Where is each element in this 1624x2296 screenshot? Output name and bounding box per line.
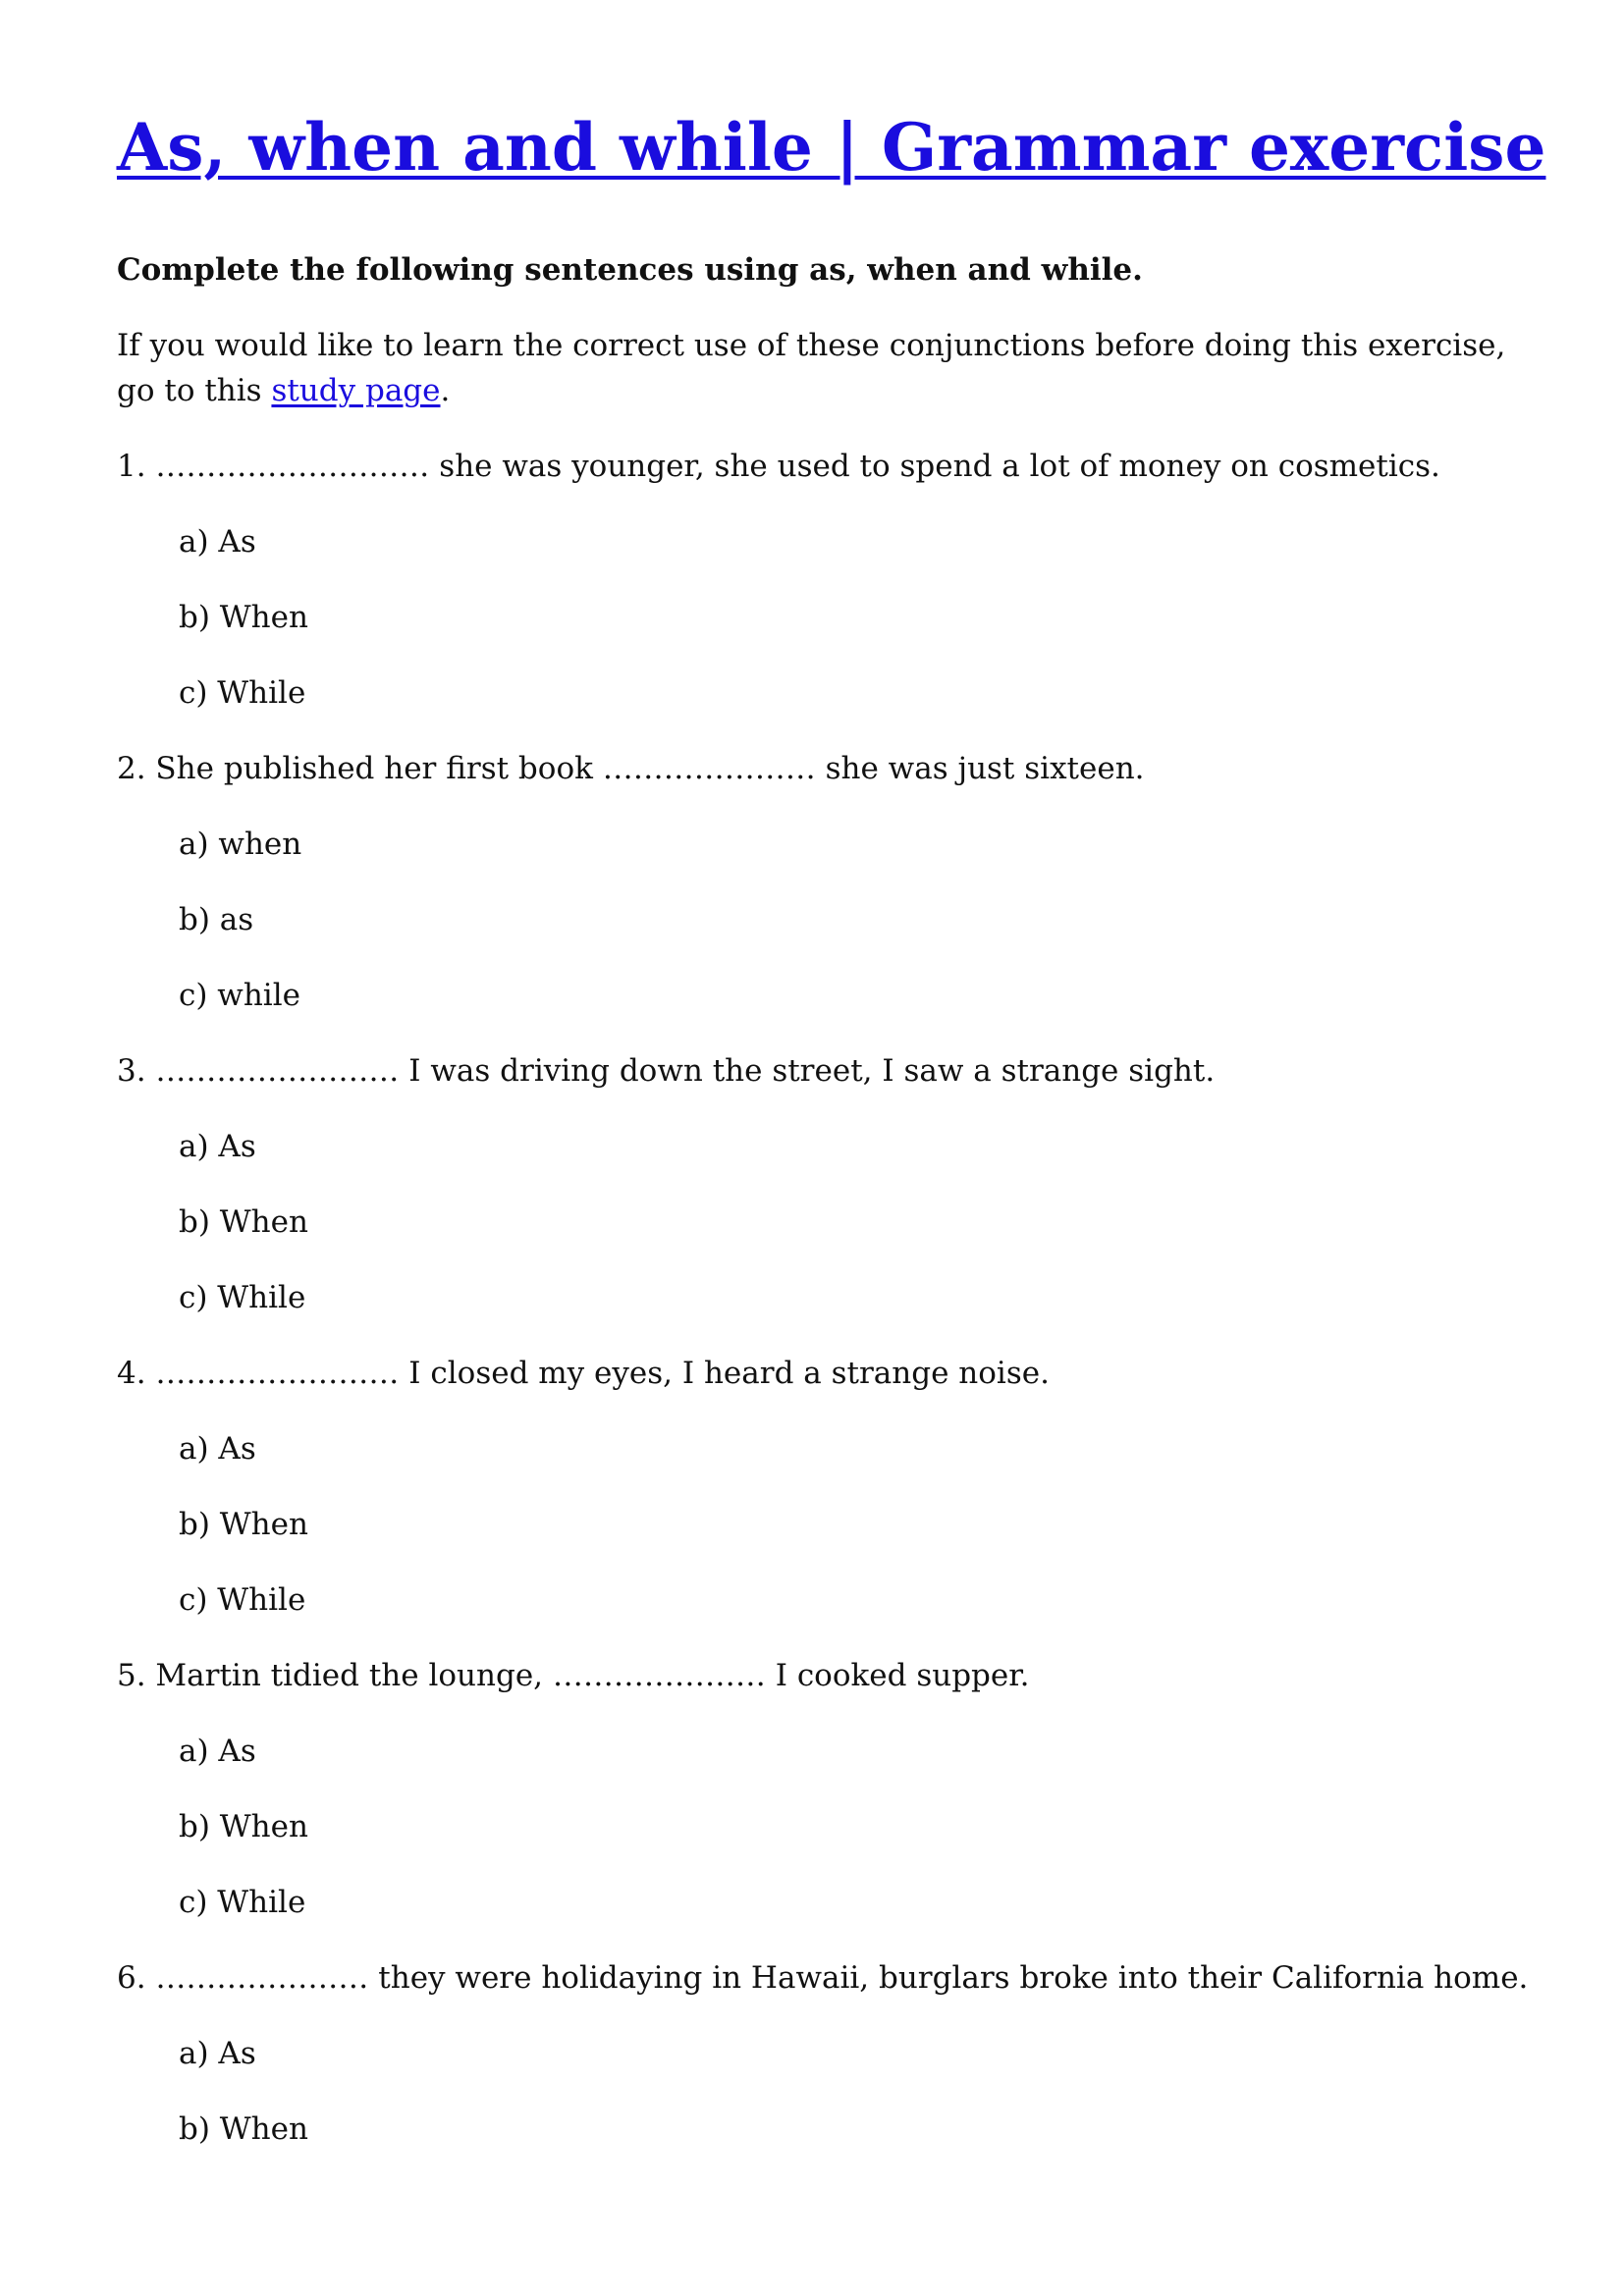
question-5: 5. Martin tidied the lounge, ………………… I cooked supper. [117,1658,1030,1693]
question-1-option-c[interactable]: c) While [179,675,306,711]
intro-end: . [440,373,451,408]
question-4-option-c[interactable]: c) While [179,1582,306,1618]
intro-text: If you would like to learn the correct use of these conjunctions before doing this exercise, go to this [117,328,1506,408]
question-4: 4. …………………… I closed my eyes, I heard a strange noise. [117,1356,1050,1391]
question-1-option-a[interactable]: a) As [179,524,256,560]
question-1-option-b[interactable]: b) When [179,600,308,635]
question-3-option-c[interactable]: c) While [179,1280,306,1315]
question-5-option-c[interactable]: c) While [179,1885,306,1920]
question-6-option-a[interactable]: a) As [179,2036,256,2071]
question-2: 2. She published her first book ………………… she was just sixteen. [117,751,1145,786]
question-2-option-a[interactable]: a) when [179,827,302,862]
question-5-option-b[interactable]: b) When [179,1809,308,1844]
question-1: 1. ……………………… she was younger, she used to spend a lot of money on cosmetics. [117,449,1440,484]
question-3-option-b[interactable]: b) When [179,1204,308,1240]
question-3-option-a[interactable]: a) As [179,1129,256,1164]
page-title[interactable]: As, when and while | Grammar exercise [117,109,1546,186]
question-5-option-a[interactable]: a) As [179,1734,256,1769]
question-6: 6. ………………… they were holidaying in Hawaii, burglars broke into their California home. [117,1960,1529,1996]
question-2-option-b[interactable]: b) as [179,902,254,937]
instruction-text: Complete the following sentences using as, when and while. [117,252,1143,288]
question-6-option-b[interactable]: b) When [179,2111,308,2147]
question-4-option-a[interactable]: a) As [179,1431,256,1467]
study-page-link[interactable]: study page [271,373,441,408]
intro-paragraph [117,323,1531,413]
question-3: 3. …………………… I was driving down the street, I saw a strange sight. [117,1053,1216,1089]
question-4-option-b[interactable]: b) When [179,1507,308,1542]
question-2-option-c[interactable]: c) while [179,978,300,1013]
